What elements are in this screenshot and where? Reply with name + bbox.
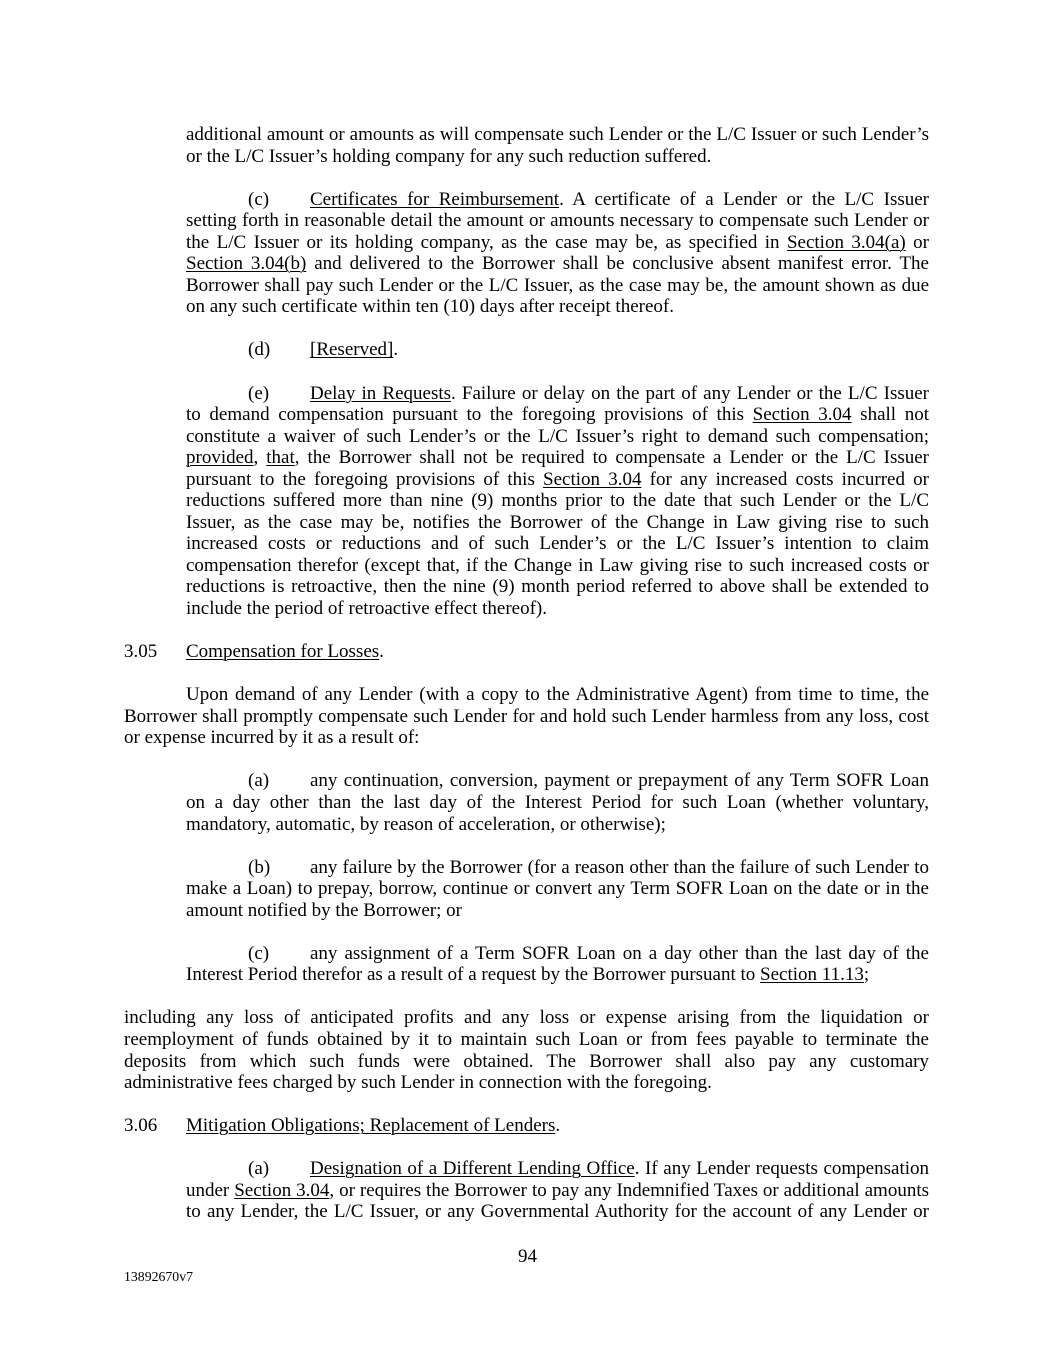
section-3-05-closing-paragraph	[124, 1007, 929, 1093]
text-line	[124, 1029, 929, 1051]
text-line	[124, 1072, 929, 1094]
text-line	[124, 1115, 929, 1137]
text-line	[186, 189, 929, 211]
text-line	[186, 232, 929, 254]
paragraph-label: (a)	[248, 770, 270, 792]
text-line	[186, 857, 929, 879]
text-line	[186, 576, 929, 598]
subsection-c-certificates-for-reimbursement	[186, 189, 929, 318]
text-run: pursuant to the foregoing provisions of this	[186, 468, 544, 490]
text-line	[186, 447, 929, 469]
text-run: or	[905, 231, 929, 253]
text-run: Upon demand of any Lender (with a copy to the Administrative Agent) from time to time, the	[186, 684, 929, 706]
text-run: make a Loan) to prepay, borrow, continue or convert any Term SOFR Loan on the date or in the	[186, 878, 929, 900]
text-run: shall not	[851, 404, 929, 426]
text-line	[186, 512, 929, 534]
section-3-05-intro-paragraph	[124, 684, 929, 749]
underlined-text: [Reserved]	[310, 339, 394, 361]
paragraph-label: 3.05	[124, 641, 158, 663]
text-line	[186, 146, 929, 168]
text-line	[186, 900, 929, 922]
paragraph-label: 3.06	[124, 1115, 158, 1137]
text-line	[124, 1007, 929, 1029]
text-run: include the period of retroactive effect thereof).	[186, 598, 547, 620]
text-run: administrative fees charged by such Lender in connection with the foregoing.	[124, 1072, 712, 1094]
underlined-text: provided	[186, 447, 254, 469]
text-line	[186, 469, 929, 491]
clause-b-failure-to-borrow	[186, 857, 929, 922]
text-run: .	[393, 339, 399, 361]
text-line	[124, 727, 929, 749]
text-run: to demand compensation pursuant to the foregoing provisions of this	[186, 404, 753, 426]
text-run: constitute a waiver of such Lender’s or the L/C Issuer’s right to demand such compensation;	[186, 425, 929, 447]
underlined-text: Section 3.04	[752, 404, 852, 426]
text-run: or the L/C Issuer’s holding company for any such reduction suffered.	[186, 145, 712, 167]
text-run: compensation therefor (except that, if the Change in Law giving rise to such increased costs or	[186, 554, 929, 576]
text-line	[186, 792, 929, 814]
text-run: ;	[863, 964, 870, 986]
paragraph-label: (e)	[248, 382, 270, 404]
text-line	[186, 814, 929, 836]
text-line	[186, 404, 929, 426]
text-line	[186, 533, 929, 555]
text-line	[186, 124, 929, 146]
text-run: under	[186, 1179, 235, 1201]
text-run: Issuer, as the case may be, notifies the Borrower of the Change in Law giving rise to such	[186, 511, 929, 533]
text-line	[124, 706, 929, 728]
text-run: for any increased costs incurred or	[641, 468, 929, 490]
text-line	[124, 1051, 929, 1073]
text-line	[186, 555, 929, 577]
underlined-text: Section 3.04	[234, 1179, 330, 1201]
text-run: on a day other than the last day of the Interest Period for such Loan (whether voluntary,	[186, 791, 929, 813]
text-line	[124, 641, 929, 663]
underlined-text: Section 3.04(a)	[786, 231, 906, 253]
text-line	[186, 253, 929, 275]
text-line	[186, 1180, 929, 1202]
text-line	[186, 878, 929, 900]
underlined-text: Section 3.04(b)	[186, 253, 307, 275]
text-run: , or requires the Borrower to pay any Indemnified Taxes or additional amounts	[329, 1179, 930, 1201]
text-run: mandatory, automatic, by reason of acceleration, or otherwise);	[186, 813, 666, 835]
text-run: Borrower shall promptly compensate such Lender for and hold such Lender harmless from any loss, cost	[124, 705, 929, 727]
page-number: 94	[518, 1246, 537, 1267]
paragraph-label: (a)	[248, 1158, 270, 1180]
text-run: any continuation, conversion, payment or prepayment of any Term SOFR Loan	[310, 770, 929, 792]
clause-c-assignment	[186, 943, 929, 986]
text-run: amount notified by the Borrower; or	[186, 899, 462, 921]
paragraph-label: (c)	[248, 188, 270, 210]
text-line	[186, 339, 929, 361]
text-line	[186, 1201, 929, 1223]
underlined-text: Mitigation Obligations; Replacement of Lenders	[186, 1115, 556, 1137]
text-line	[186, 426, 929, 448]
underlined-text: Section 3.04	[543, 468, 642, 490]
text-run: Interest Period therefor as a result of a request by the Borrower pursuant to	[186, 964, 761, 986]
text-line	[186, 1158, 929, 1180]
text-line	[186, 210, 929, 232]
text-run: . Failure or delay on the part of any Lender or the L/C Issuer	[451, 382, 929, 404]
subsection-a-designation-of-lending-office	[186, 1158, 929, 1223]
text-line	[186, 770, 929, 792]
text-line	[186, 964, 929, 986]
text-run: or expense incurred by it as a result of:	[124, 727, 420, 749]
text-run: deposits from which such funds were obtained. The Borrower shall also pay any customary	[124, 1050, 929, 1072]
text-run: ,	[253, 447, 267, 469]
text-run: including any loss of anticipated profits and any loss or expense arising from the liquidation or	[124, 1007, 929, 1029]
text-run: any assignment of a Term SOFR Loan on a day other than the last day of the	[310, 942, 929, 964]
text-run: the L/C Issuer or its holding company, as the case may be, as specified in	[186, 231, 787, 253]
underlined-text: Compensation for Losses	[186, 641, 380, 663]
page-body	[124, 124, 929, 1244]
subsection-e-delay-in-requests	[186, 383, 929, 620]
underlined-text: Delay in Requests	[310, 382, 452, 404]
underlined-text: Designation of a Different Lending Office	[310, 1158, 635, 1180]
subsection-d-reserved	[186, 339, 929, 361]
text-run: additional amount or amounts as will compensate such Lender or the L/C Issuer or such Lender’s	[186, 124, 929, 145]
section-3-06-heading	[124, 1115, 929, 1137]
text-run: . If any Lender requests compensation	[634, 1158, 929, 1180]
continuation-paragraph	[186, 124, 929, 167]
paragraph-label: (b)	[248, 856, 271, 878]
underlined-text: Section 11.13	[760, 964, 864, 986]
underlined-text: that	[266, 447, 295, 469]
text-run: .	[379, 641, 384, 663]
text-run: setting forth in reasonable detail the amount or amounts necessary to compensate such Lender or	[186, 210, 929, 232]
text-run: any failure by the Borrower (for a reason other than the failure of such Lender to	[310, 856, 929, 878]
text-line	[186, 383, 929, 405]
text-line	[186, 490, 929, 512]
text-line	[186, 598, 929, 620]
text-run: Borrower shall pay such Lender or the L/C Issuer, as the case may be, the amount shown as due	[186, 274, 929, 296]
text-line	[124, 684, 929, 706]
text-run: . A certificate of a Lender or the L/C Issuer	[559, 188, 929, 210]
text-run: .	[555, 1115, 561, 1137]
text-run: to any Lender, the L/C Issuer, or any Governmental Authority for the account of any Lender or	[186, 1201, 929, 1223]
text-line	[186, 296, 929, 318]
document-id: 13892670v7	[124, 1269, 193, 1284]
text-run: on any such certificate within ten (10) days after receipt thereof.	[186, 296, 674, 318]
text-run: and delivered to the Borrower shall be conclusive absent manifest error. The	[306, 253, 929, 275]
text-run: , the Borrower shall not be required to compensate a Lender or the L/C Issuer	[294, 447, 930, 469]
text-line	[186, 943, 929, 965]
paragraph-label: (c)	[248, 942, 270, 964]
text-run: reemployment of funds obtained by it to maintain such Loan or from fees payable to terminate the	[124, 1028, 929, 1050]
text-run: reductions is retroactive, then the nine (9) month period referred to above shall be extended to	[186, 576, 929, 598]
text-run: reductions suffered more than nine (9) months prior to the date that such Lender or the L/C	[186, 490, 929, 512]
text-run: increased costs or reductions and of such Lender’s or the L/C Issuer’s intention to claim	[186, 533, 929, 555]
clause-a-continuation-conversion	[186, 770, 929, 835]
underlined-text: Certificates for Reimbursement	[310, 188, 560, 210]
paragraph-label: (d)	[248, 339, 271, 361]
text-line	[186, 275, 929, 297]
section-3-05-heading	[124, 641, 929, 663]
